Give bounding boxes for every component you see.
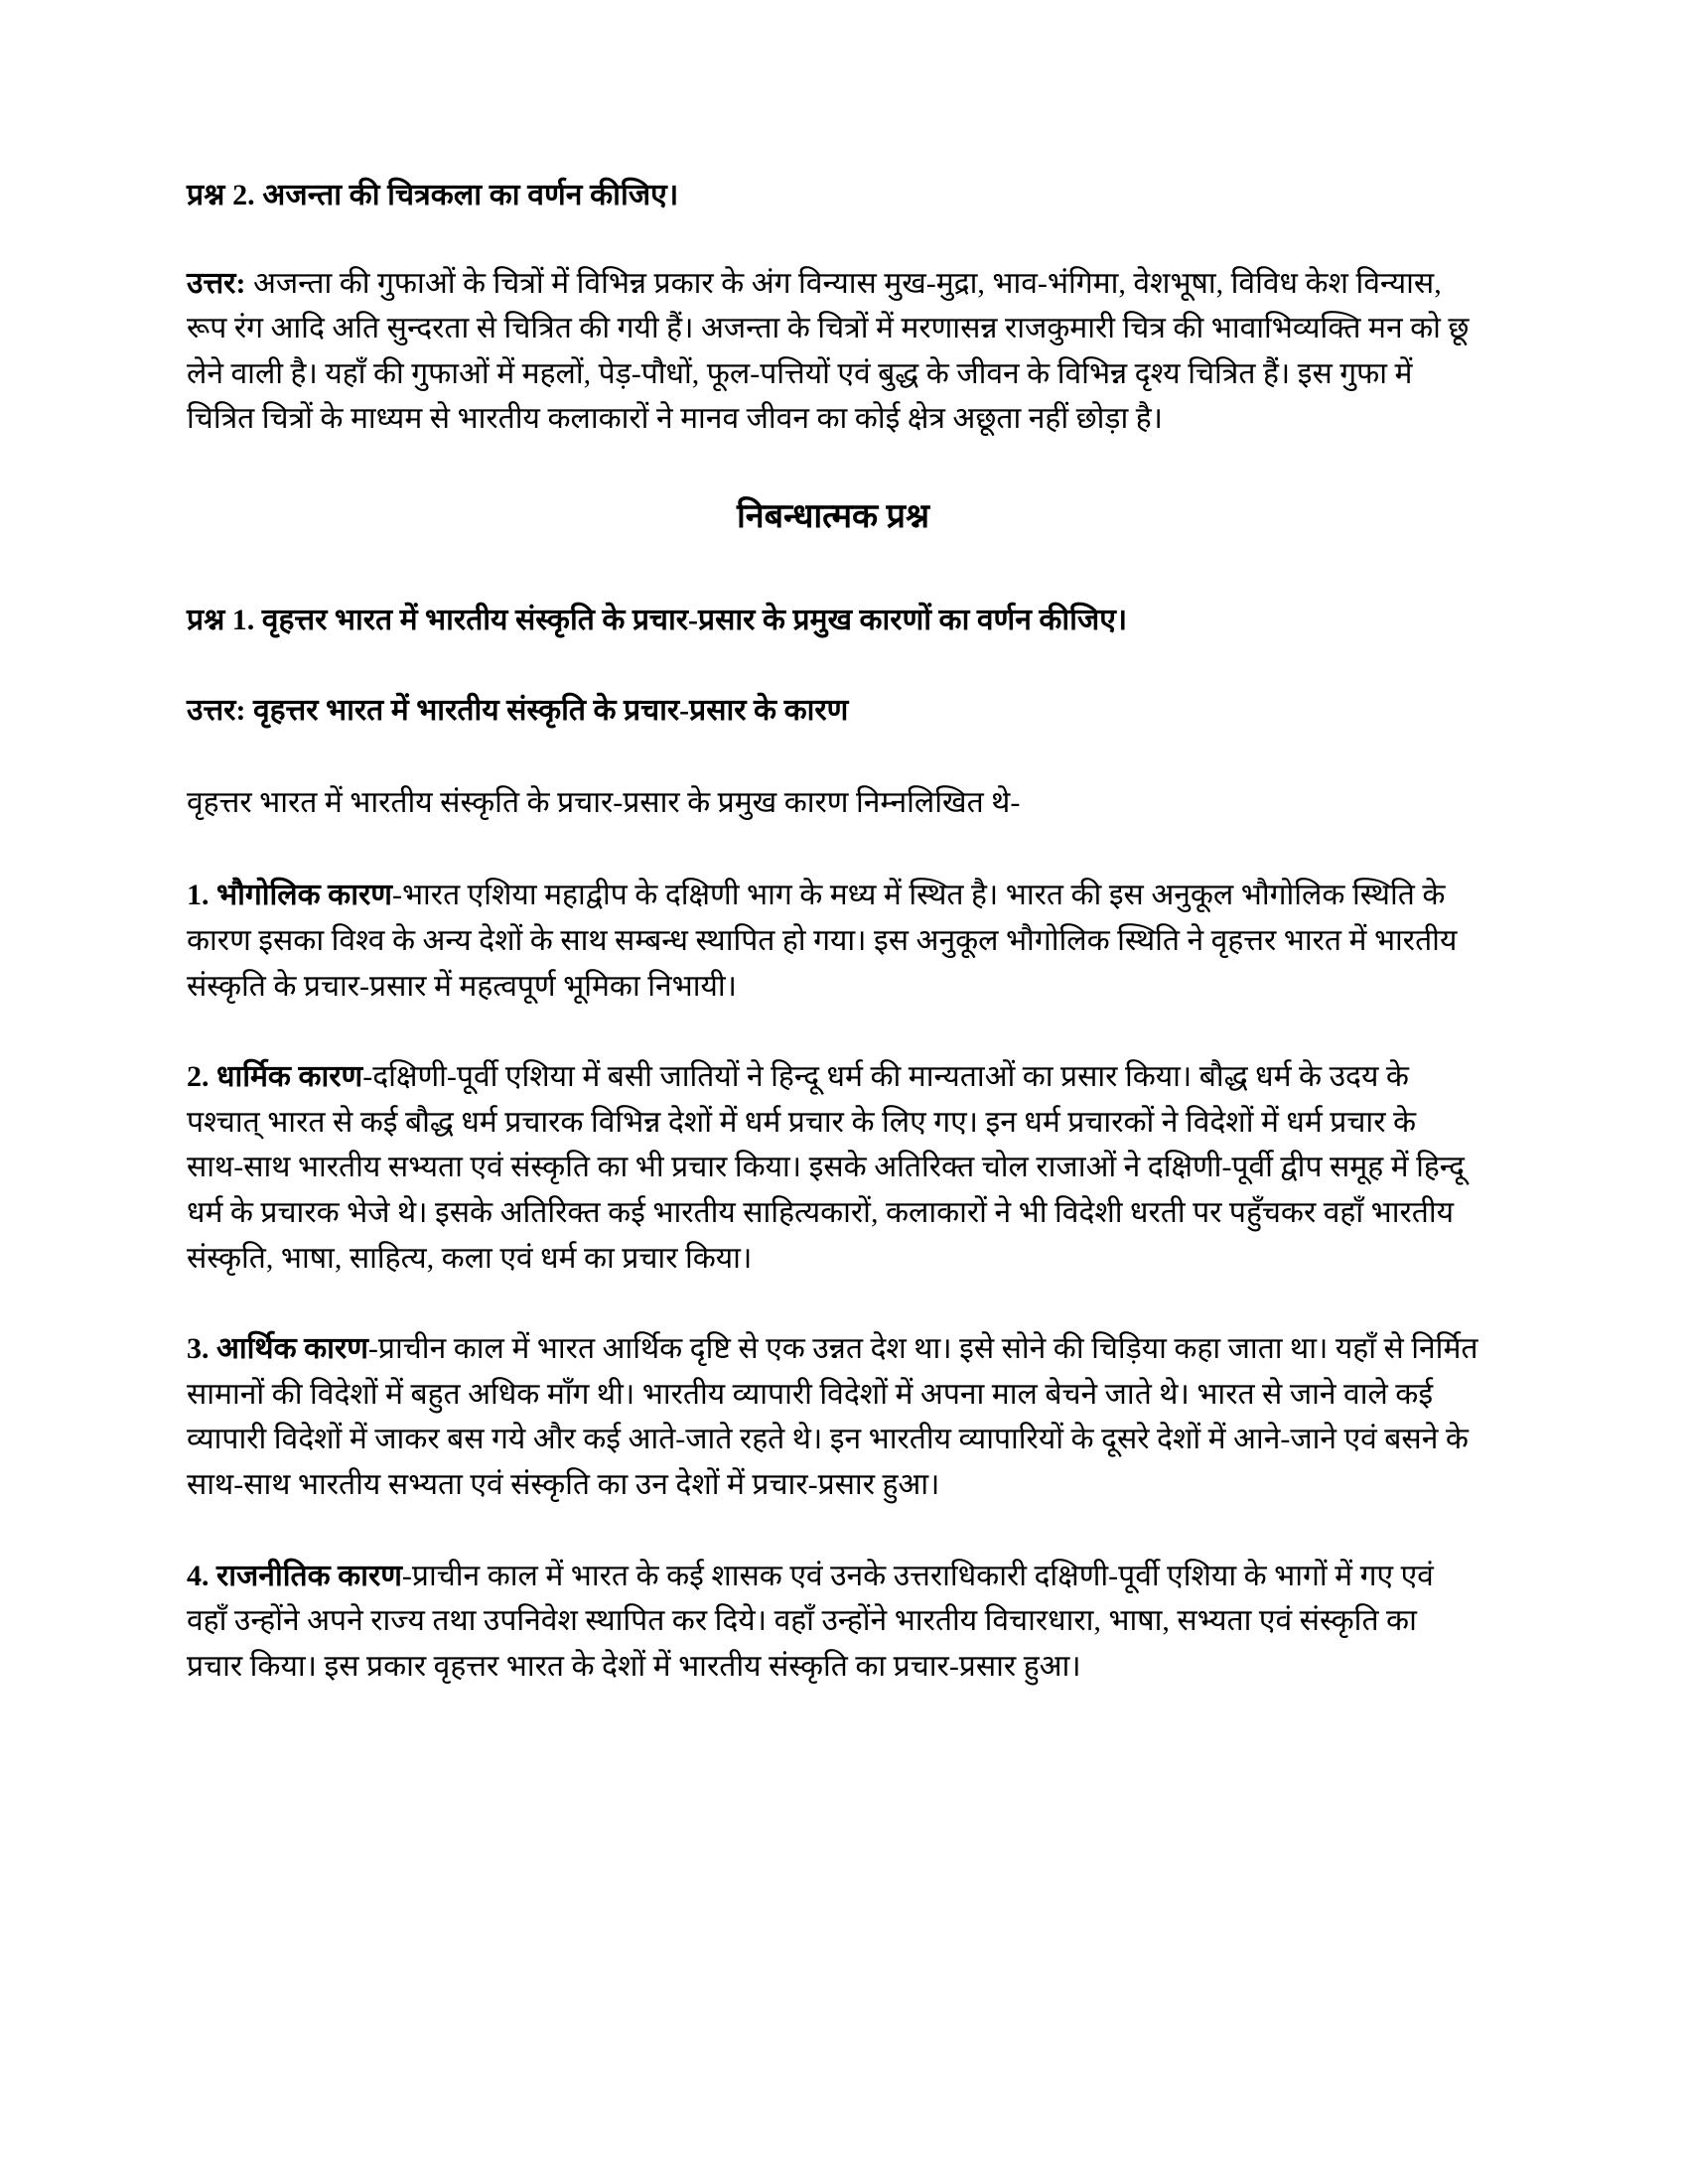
point-text: -भारत एशिया महाद्वीप के दक्षिणी भाग के मध्य में स्थित है। भारत की इस अनुकूल भौगोलिक स्थिति के कारण इसका विश्व के अन्य देशों के साथ सम्बन्ध स्थापित हो गया। इस अनुकूल भौगोलिक स्थिति ने वृहत्तर भारत में भारतीय संस्कृति के प्रचार-प्रसार में महत्वपूर्ण भूमिका निभायी। — [187, 879, 1458, 1003]
document-content — [187, 174, 1479, 1689]
point-number: 4. — [187, 1559, 210, 1592]
reason-point-2 — [187, 1054, 1479, 1281]
reason-point-4 — [187, 1554, 1479, 1690]
question-1-heading: प्रश्न 1. वृहत्तर भारत में भारतीय संस्कृति के प्रचार-प्रसार के प्रमुख कारणों का वर्णन कीजिए। — [187, 604, 1128, 637]
point-text: -प्राचीन काल में भारत के कई शासक एवं उनके उत्तराधिकारी दक्षिणी-पूर्वी एशिया के भागों में गए एवं वहाँ उन्होंने अपने राज्य तथा उपनिवेश स्थापित कर दिये। वहाँ उन्होंने भारतीय विचारधारा, भाषा, सभ्यता एवं संस्कृति का प्रचार किया। इस प्रकार वृहत्तर भारत के देशों में भारतीय संस्कृति का प्रचार-प्रसार हुआ। — [187, 1559, 1434, 1683]
section-heading: निबन्धात्मक प्रश्न — [736, 497, 930, 535]
point-text: -प्राचीन काल में भारत आर्थिक दृष्टि से एक उन्नत देश था। इसे सोने की चिड़िया कहा जाता था। यहाँ से निर्मित सामानों की विदेशों में बहुत अधिक माँग थी। भारतीय व्यापारी विदेशों में अपना माल बेचने जाते थे। भारत से जाने वाले कई व्यापारी विदेशों में जाकर बस गये और कई आते-जाते रहते थे। इन भारतीय व्यापारियों के दूसरे देशों में आने-जाने एवं बसने के साथ-साथ भारतीय सभ्यता एवं संस्कृति का उन देशों में प्रचार-प्रसार हुआ। — [187, 1332, 1478, 1501]
reason-point-1 — [187, 873, 1479, 1009]
question-1-answer-heading — [187, 688, 1479, 733]
point-term: भौगोलिक कारण — [209, 879, 392, 912]
answer-body: अजन्ता की गुफाओं के चित्रों में विभिन्न प्रकार के अंग विन्यास मुख-मुद्रा, भाव-भंगिमा, वेशभूषा, विविध केश विन्यास, रूप रंग आदि अति सुन्दरता से चित्रित की गयी हैं। अजन्ता के चित्रों में मरणासन्न राजकुमारी चित्र की भावाभिव्यक्ति मन को छू लेने वाली है। यहाँ की गुफाओं में महलों, पेड़-पौधों, फूल-पत्तियों एवं बुद्ध के जीवन के विभिन्न दृश्य चित्रित हैं। इस गुफा में चित्रित चित्रों के माध्यम से भारतीय कलाकारों ने मानव जीवन का कोई क्षेत्र अछूता नहीं छोड़ा है। — [187, 266, 1470, 436]
question-2-answer — [187, 261, 1479, 442]
point-term: धार्मिक कारण — [209, 1060, 363, 1094]
answer-label: उत्तर: — [187, 266, 246, 300]
answer-heading-text: वृहत्तर भारत में भारतीय संस्कृति के प्रचार-प्रसार के कारण — [245, 694, 849, 728]
reason-point-3 — [187, 1326, 1479, 1507]
point-text: -दक्षिणी-पूर्वी एशिया में बसी जातियों ने हिन्दू धर्म की मान्यताओं का प्रसार किया। बौद्ध धर्म के उदय के पश्चात् भारत से कई बौद्ध धर्म प्रचारक विभिन्न देशों में धर्म प्रचार के लिए गए। इन धर्म प्रचारकों ने विदेशों में धर्म प्रचार के साथ-साथ भारतीय सभ्यता एवं संस्कृति का भी प्रचार किया। इसके अतिरिक्त चोल राजाओं ने दक्षिणी-पूर्वी द्वीप समूह में हिन्दू धर्म के प्रचारक भेजे थे। इसके अतिरिक्त कई भारतीय साहित्यकारों, कलाकारों ने भी विदेशी धरती पर पहुँचकर वहाँ भारतीय संस्कृति, भाषा, साहित्य, कला एवं धर्म का प्रचार किया। — [187, 1060, 1465, 1275]
answer-label: उत्तर: — [187, 694, 246, 728]
point-term: राजनीतिक कारण — [209, 1559, 402, 1592]
point-number: 3. — [187, 1332, 210, 1366]
question-2-heading: प्रश्न 2. अजन्ता की चित्रकला का वर्णन कीजिए। — [187, 179, 679, 211]
point-number: 1. — [187, 879, 210, 912]
point-number: 2. — [187, 1060, 210, 1094]
question-1-intro: वृहत्तर भारत में भारतीय संस्कृति के प्रचार-प्रसार के प्रमुख कारण निम्नलिखित थे- — [187, 786, 1021, 820]
point-term: आर्थिक कारण — [209, 1332, 368, 1366]
